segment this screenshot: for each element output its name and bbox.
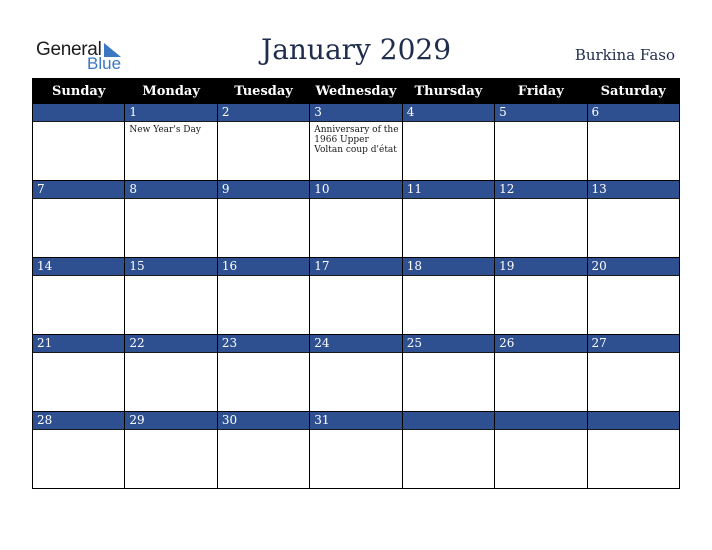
weekday-header: Wednesday — [310, 79, 402, 104]
day-cell — [587, 104, 679, 181]
holiday-label: Anniversary of the 1966 Upper Voltan coup d'état — [314, 125, 399, 155]
day-cell — [587, 335, 679, 412]
day-cell — [33, 258, 125, 335]
week-row — [33, 412, 680, 489]
day-number: 9 — [218, 181, 309, 199]
calendar-grid — [32, 78, 680, 489]
day-number: 8 — [125, 181, 216, 199]
day-cell — [587, 412, 679, 489]
day-number: 26 — [495, 335, 586, 353]
day-cell — [402, 335, 494, 412]
day-cell — [125, 258, 217, 335]
logo-text-general: General — [36, 39, 102, 60]
page-title: January 2029 — [260, 33, 452, 66]
day-cell — [33, 412, 125, 489]
day-number: 13 — [588, 181, 679, 199]
day-number: 7 — [33, 181, 124, 199]
day-number: 24 — [310, 335, 401, 353]
day-cell — [33, 335, 125, 412]
day-cell — [495, 104, 587, 181]
day-number — [33, 104, 124, 122]
day-number: 22 — [125, 335, 216, 353]
day-cell — [402, 412, 494, 489]
day-cell — [125, 412, 217, 489]
day-number: 10 — [310, 181, 401, 199]
day-cell — [217, 412, 309, 489]
day-cell — [495, 412, 587, 489]
day-number: 2 — [218, 104, 309, 122]
day-number: 23 — [218, 335, 309, 353]
day-number: 19 — [495, 258, 586, 276]
day-cell — [217, 104, 309, 181]
weekday-header: Thursday — [402, 79, 494, 104]
day-number: 11 — [403, 181, 494, 199]
logo-text-blue: Blue — [87, 54, 122, 73]
day-number: 15 — [125, 258, 216, 276]
day-number: 25 — [403, 335, 494, 353]
day-number: 4 — [403, 104, 494, 122]
day-number: 5 — [495, 104, 586, 122]
day-cell — [125, 335, 217, 412]
day-number: 29 — [125, 412, 216, 430]
weekday-header: Saturday — [587, 79, 679, 104]
day-cell — [402, 104, 494, 181]
day-cell — [310, 258, 402, 335]
weekday-header-row — [33, 79, 680, 104]
day-cell — [495, 335, 587, 412]
day-cell — [402, 181, 494, 258]
day-cell — [217, 258, 309, 335]
day-cell — [217, 335, 309, 412]
day-number: 16 — [218, 258, 309, 276]
day-cell — [495, 258, 587, 335]
day-cell — [310, 412, 402, 489]
day-number — [403, 412, 494, 430]
week-row — [33, 258, 680, 335]
country-label: Burkina Faso — [574, 46, 675, 64]
weekday-header: Tuesday — [217, 79, 309, 104]
day-number: 1 — [125, 104, 216, 122]
day-cell — [402, 258, 494, 335]
weekday-header: Friday — [495, 79, 587, 104]
day-number: 20 — [588, 258, 679, 276]
day-cell — [495, 181, 587, 258]
day-number: 12 — [495, 181, 586, 199]
week-row — [33, 335, 680, 412]
day-number: 30 — [218, 412, 309, 430]
day-cell — [33, 104, 125, 181]
holiday-label: New Year's Day — [129, 125, 201, 135]
day-cell — [125, 104, 217, 181]
week-row — [33, 181, 680, 258]
day-number: 17 — [310, 258, 401, 276]
day-cell — [310, 181, 402, 258]
day-number: 6 — [588, 104, 679, 122]
day-number: 28 — [33, 412, 124, 430]
day-number: 31 — [310, 412, 401, 430]
day-number: 3 — [310, 104, 401, 122]
weekday-header: Monday — [125, 79, 217, 104]
day-cell — [587, 258, 679, 335]
day-number: 27 — [588, 335, 679, 353]
day-number: 14 — [33, 258, 124, 276]
day-cell — [310, 335, 402, 412]
day-cell — [587, 181, 679, 258]
day-number: 21 — [33, 335, 124, 353]
day-cell — [125, 181, 217, 258]
day-number: 18 — [403, 258, 494, 276]
day-cell — [217, 181, 309, 258]
day-cell — [33, 181, 125, 258]
weekday-header: Sunday — [33, 79, 125, 104]
day-number — [588, 412, 679, 430]
day-number — [495, 412, 586, 430]
day-cell — [310, 104, 402, 181]
week-row — [33, 104, 680, 181]
